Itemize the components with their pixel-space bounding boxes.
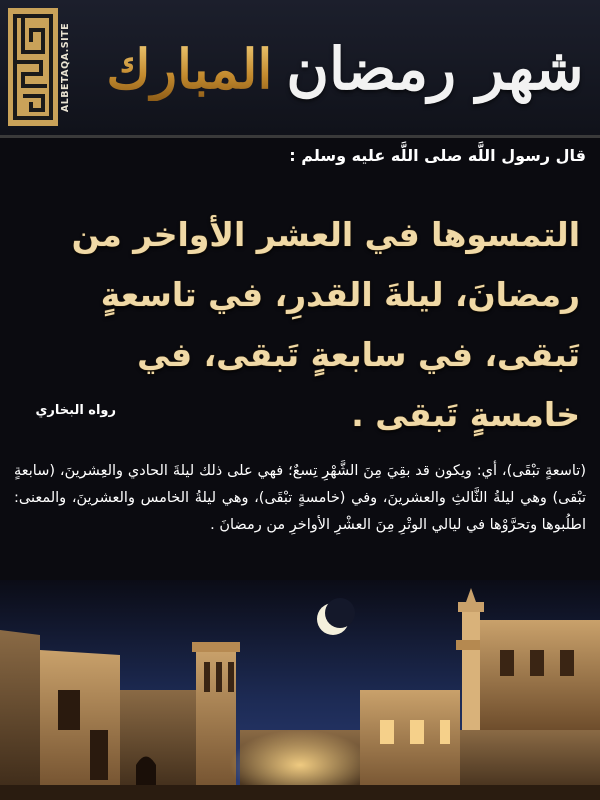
site-logo bbox=[8, 8, 58, 126]
header-banner bbox=[0, 0, 600, 135]
night-city-scene bbox=[0, 580, 600, 800]
intro-text: قال رسول اللَّه صلى اللَّه عليه وسلم : bbox=[289, 146, 586, 165]
site-name-label: ALBETAQA.SITE bbox=[60, 22, 72, 112]
divider bbox=[0, 135, 600, 138]
hadith-text: التمسوها في العشر الأواخر من رمضانَ، ليلةَ القدرِ، في تاسعةٍ تَبقى، في سابعةٍ تَبقى، في خامسةٍ تَبقى . bbox=[71, 215, 580, 434]
page-title bbox=[95, 10, 595, 128]
night-city-illustration bbox=[0, 580, 600, 800]
kufic-logo-icon bbox=[11, 12, 55, 122]
title-sub: المبارك bbox=[106, 37, 273, 101]
narrator-text: رواه البخاري bbox=[35, 403, 116, 418]
explanation-text: (تاسعةٍ تبْقَى)، أي: ويكون قد بقِيَ مِنَ الشَّهْرِ تِسعٌ؛ فهي على ذلك ليلةَ الحادي والعِشرينَ، (سابعةٍ تبْقى) وهي ليلةُ الثَّالثِ والعشرينَ، وفي (خامسةٍ تبْقَى)، وهي ليلةُ الخامس والعشرينَ، والمعنى: اطلُبوها وتحرَّوْها في ليالي الوتْرِ مِنَ العشْرِ الأواخرِ من رمضانَ . bbox=[14, 463, 586, 533]
title-main: شهر رمضان bbox=[286, 35, 584, 103]
